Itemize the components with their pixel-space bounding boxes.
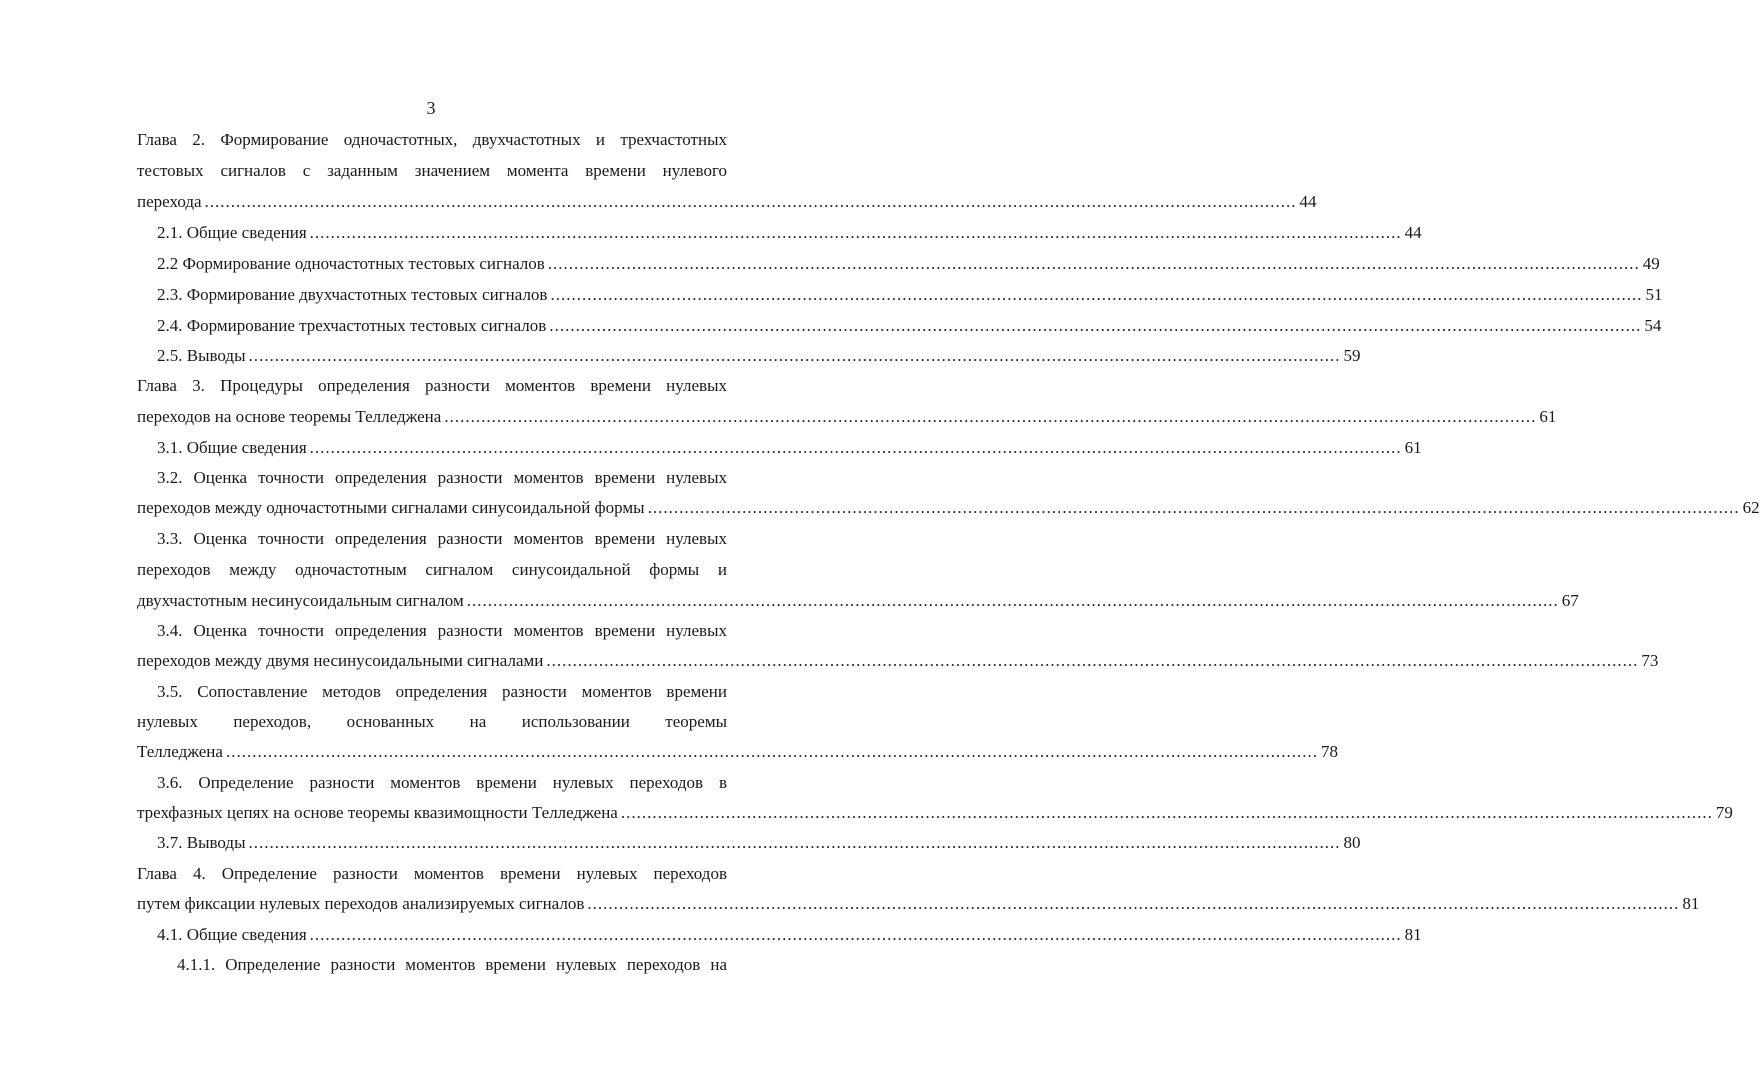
toc-section-2-1[interactable]: [157, 219, 1422, 247]
toc-section-3-2-line-2[interactable]: [137, 494, 1760, 522]
dot-leader: ................................................................................................................................................................................................................: [309, 925, 1402, 944]
toc-entry-text: 3.1. Общие сведения: [157, 438, 307, 457]
toc-subsection-4-1-1-line-1: 4.1.1. Определение разности моментов времени нулевых переходов на: [177, 955, 727, 974]
toc-entry-text: путем фиксации нулевых переходов анализируемых сигналов: [137, 894, 585, 913]
dot-leader: ................................................................................................................................................................................................................: [466, 591, 1559, 610]
toc-section-2-3[interactable]: [157, 281, 1663, 309]
dot-leader: ................................................................................................................................................................................................................: [248, 833, 1341, 852]
dot-leader: ................................................................................................................................................................................................................: [546, 651, 1639, 670]
toc-entry-text: перехода: [137, 192, 202, 211]
toc-chapter-2-line-2: тестовых сигналов с заданным значением момента времени нулевого: [137, 161, 727, 180]
toc-page-number: 51: [1645, 285, 1663, 304]
toc-chapter-2-line-1: Глава 2. Формирование одночастотных, двухчастотных и трехчастотных: [137, 130, 727, 149]
toc-entry-text: переходов на основе теоремы Телледжена: [137, 407, 442, 426]
dot-leader: ................................................................................................................................................................................................................: [225, 742, 1318, 761]
dot-leader: ................................................................................................................................................................................................................: [647, 498, 1740, 517]
page-number: 3: [426, 98, 436, 118]
toc-section-2-5[interactable]: [157, 342, 1361, 370]
toc-page-number: 62: [1742, 498, 1760, 517]
toc-entry-text: 2.5. Выводы: [157, 346, 246, 365]
toc-section-3-4-line-2[interactable]: [137, 647, 1659, 675]
toc-chapter-3-line-2[interactable]: [137, 403, 1557, 431]
toc-chapter-3-line-1: Глава 3. Процедуры определения разности моментов времени нулевых: [137, 376, 727, 395]
toc-section-3-5-line-3[interactable]: [137, 738, 1338, 766]
toc-entry-text: 3.7. Выводы: [157, 833, 246, 852]
toc-page-number: 49: [1642, 254, 1660, 273]
toc-section-2-4[interactable]: [157, 312, 1662, 340]
toc-page-number: 54: [1644, 316, 1662, 335]
toc-page-number: 61: [1539, 407, 1557, 426]
dot-leader: ................................................................................................................................................................................................................: [550, 285, 1643, 304]
toc-page-number: 67: [1561, 591, 1579, 610]
toc-page-number: 78: [1320, 742, 1338, 761]
toc-page-number: 79: [1715, 803, 1733, 822]
toc-section-3-2-line-1: 3.2. Оценка точности определения разности моментов времени нулевых: [157, 468, 727, 487]
toc-entry-text: 2.3. Формирование двухчастотных тестовых сигналов: [157, 285, 548, 304]
toc-section-2-2[interactable]: [157, 250, 1660, 278]
dot-leader: ................................................................................................................................................................................................................: [444, 407, 1537, 426]
dot-leader: ................................................................................................................................................................................................................: [309, 438, 1402, 457]
dot-leader: ................................................................................................................................................................................................................: [549, 316, 1642, 335]
toc-section-4-1[interactable]: [157, 921, 1422, 949]
toc-entry-text: 2.2 Формирование одночастотных тестовых сигналов: [157, 254, 545, 273]
dot-leader: ................................................................................................................................................................................................................: [204, 192, 1297, 211]
toc-chapter-4-line-2[interactable]: [137, 890, 1700, 918]
toc-page-number: 61: [1404, 438, 1422, 457]
toc-section-3-6-line-2[interactable]: [137, 799, 1733, 827]
toc-page-number: 44: [1404, 223, 1422, 242]
toc-page-number: 80: [1343, 833, 1361, 852]
toc-page-number: 81: [1682, 894, 1700, 913]
dot-leader: ................................................................................................................................................................................................................: [587, 894, 1680, 913]
toc-chapter-2-line-3[interactable]: [137, 188, 1317, 216]
toc-entry-text: трехфазных цепях на основе теоремы квазимощности Телледжена: [137, 803, 618, 822]
dot-leader: ................................................................................................................................................................................................................: [620, 803, 1713, 822]
toc-page-number: 59: [1343, 346, 1361, 365]
toc-entry-text: Телледжена: [137, 742, 223, 761]
toc-page-number: 44: [1299, 192, 1317, 211]
toc-section-3-5-line-2: нулевых переходов, основанных на использовании теоремы: [137, 712, 727, 731]
dot-leader: ................................................................................................................................................................................................................: [248, 346, 1341, 365]
dot-leader: ................................................................................................................................................................................................................: [547, 254, 1640, 273]
toc-section-3-7[interactable]: [157, 829, 1361, 857]
toc-entry-text: 2.1. Общие сведения: [157, 223, 307, 242]
toc-section-3-6-line-1: 3.6. Определение разности моментов времени нулевых переходов в: [157, 773, 727, 792]
toc-page-number: 73: [1641, 651, 1659, 670]
dot-leader: ................................................................................................................................................................................................................: [309, 223, 1402, 242]
toc-section-3-3-line-1: 3.3. Оценка точности определения разности моментов времени нулевых: [157, 529, 727, 548]
toc-section-3-4-line-1: 3.4. Оценка точности определения разности моментов времени нулевых: [157, 621, 727, 640]
toc-section-3-1[interactable]: [157, 434, 1422, 462]
toc-entry-text: 2.4. Формирование трехчастотных тестовых сигналов: [157, 316, 547, 335]
toc-entry-text: переходов между двумя несинусоидальными сигналами: [137, 651, 544, 670]
toc-entry-text: переходов между одночастотными сигналами синусоидальной формы: [137, 498, 645, 517]
toc-section-3-5-line-1: 3.5. Сопоставление методов определения разности моментов времени: [157, 682, 727, 701]
toc-entry-text: двухчастотным несинусоидальным сигналом: [137, 591, 464, 610]
toc-entry-text: 4.1. Общие сведения: [157, 925, 307, 944]
toc-section-3-3-line-2: переходов между одночастотным сигналом синусоидальной формы и: [137, 560, 727, 579]
toc-section-3-3-line-3[interactable]: [137, 587, 1579, 615]
toc-page-number: 81: [1404, 925, 1422, 944]
toc-chapter-4-line-1: Глава 4. Определение разности моментов времени нулевых переходов: [137, 864, 727, 883]
